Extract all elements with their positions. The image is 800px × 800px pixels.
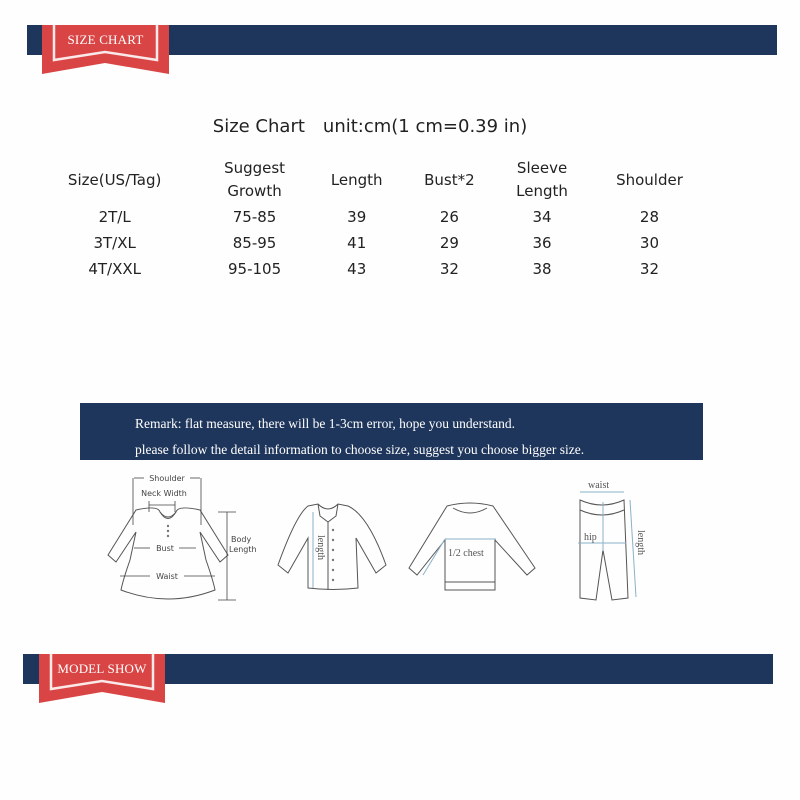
cell-growth: 95-105 (228, 260, 282, 278)
sweater-diagram (405, 470, 545, 610)
cell-sleeve: 34 (532, 208, 552, 226)
svg-text:Bust: Bust (156, 544, 174, 553)
size-chart-label: SIZE CHART (67, 32, 144, 47)
pants-diagram (570, 470, 690, 610)
cell-bust: 32 (439, 260, 459, 278)
shirt-icon (258, 470, 398, 610)
table-row (30, 204, 710, 230)
pants-icon (570, 470, 690, 610)
svg-text:waist: waist (588, 480, 610, 491)
cell-shoulder: 28 (639, 208, 660, 226)
measurement-diagrams (80, 460, 703, 610)
cell-growth: 75-85 (232, 208, 277, 226)
cell-size: 2T/L (98, 208, 131, 226)
header-shoulder: Shoulder (616, 170, 683, 189)
cell-sleeve: 36 (532, 234, 552, 252)
cell-size: 4T/XXL (88, 260, 141, 278)
svg-text:Waist: Waist (156, 572, 178, 581)
table-header-row (30, 156, 710, 204)
shirt-diagram (258, 470, 398, 610)
remark-line-2: please follow the detail information to choose size, suggest you choose bigger size. (135, 442, 585, 457)
model-show-ribbon (39, 654, 165, 703)
table-row (30, 256, 710, 282)
table-row (30, 230, 710, 256)
header-suggest-growth: Suggest Growth (224, 159, 286, 200)
chart-title-text: Size Chart (212, 116, 305, 137)
cell-length: 43 (347, 260, 367, 278)
cell-length: 39 (347, 208, 367, 226)
model-show-label: MODEL SHOW (57, 661, 147, 676)
dress-icon (88, 470, 257, 610)
header-length: Length (330, 170, 383, 189)
remark-box (80, 403, 703, 460)
svg-text:hip: hip (584, 532, 597, 543)
size-table (30, 156, 710, 282)
svg-text:Shoulder: Shoulder (149, 474, 185, 483)
header-size: Size(US/Tag) (67, 170, 162, 189)
cell-bust: 29 (439, 234, 459, 252)
cell-length: 41 (347, 234, 367, 252)
cell-sleeve: 38 (532, 260, 552, 278)
cell-bust: 26 (439, 208, 459, 226)
svg-text:Neck Width: Neck Width (141, 489, 187, 498)
cell-growth: 85-95 (232, 234, 277, 252)
svg-text:Body: Body (231, 535, 252, 544)
cell-shoulder: 32 (639, 260, 660, 278)
cell-size: 3T/XL (93, 234, 136, 252)
sweater-icon (405, 470, 545, 610)
svg-text:Length: Length (229, 545, 257, 554)
chart-title (0, 116, 740, 137)
cell-shoulder: 30 (639, 234, 660, 252)
svg-text:1/2 chest: 1/2 chest (448, 548, 484, 559)
chart-unit: unit:cm(1 cm=0.39 in) (322, 116, 528, 137)
header-sleeve-length: Sleeve Length (516, 159, 568, 200)
size-chart-ribbon (42, 25, 169, 74)
remark-line-1: Remark: flat measure, there will be 1-3cm error, hope you understand. (135, 416, 515, 431)
header-bust: Bust*2 (424, 170, 475, 189)
svg-text:length: length (315, 535, 326, 560)
svg-text:length: length (635, 530, 646, 555)
dress-diagram (88, 470, 257, 610)
